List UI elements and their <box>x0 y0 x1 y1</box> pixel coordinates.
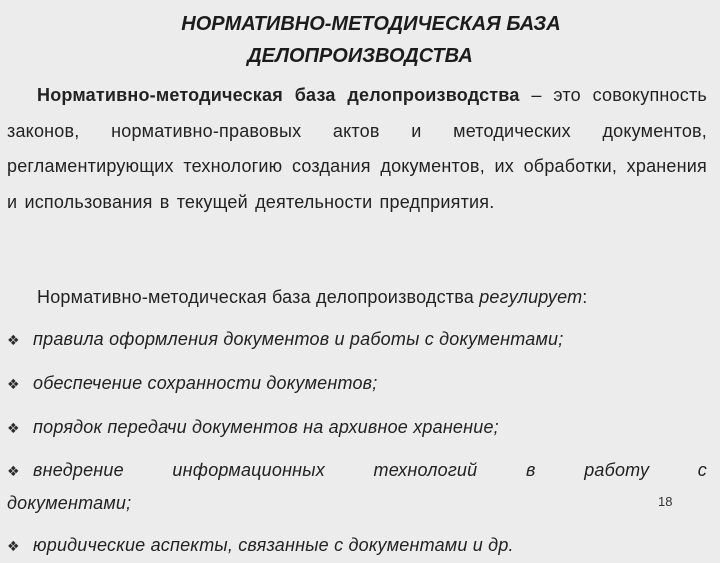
diamond-bullet-icon: ❖ <box>7 420 20 436</box>
title-line-1: НОРМАТИВНО-МЕТОДИЧЕСКАЯ БАЗА <box>181 13 561 35</box>
title-line-2: ДЕЛОПРОИЗВОДСТВА <box>247 45 473 67</box>
list-item-text: правила оформления документов и работы с документами; <box>33 329 564 349</box>
list-item-text: внедрение информационных технологий в работу с документами; <box>7 460 707 513</box>
diamond-bullet-icon: ❖ <box>7 376 20 392</box>
list-item-text: обеспечение сохранности документов; <box>33 373 378 393</box>
list-item-text: порядок передачи документов на архивное хранение; <box>33 417 499 437</box>
page-number: 18 <box>658 494 673 509</box>
regulates-prefix: Нормативно-методическая база делопроизводства <box>37 287 480 307</box>
regulates-suffix: : <box>582 287 588 307</box>
list-item <box>7 366 707 401</box>
definition-term: Нормативно-методическая база делопроизводства <box>37 85 520 105</box>
regulates-line <box>37 282 588 312</box>
list-item <box>7 322 707 357</box>
definition-text: – это совокупность законов, нормативно-правовых актов и методических документов, регламентирующих технологию создания документов, их обработки, хранения и использования в текущей деятельности предприятия. <box>7 85 707 212</box>
slide-title <box>0 8 720 72</box>
list-item <box>7 528 514 563</box>
list-item <box>7 410 707 445</box>
definition-paragraph <box>7 78 707 220</box>
regulated-items-list <box>7 322 707 555</box>
regulates-verb: регулирует <box>479 287 583 307</box>
list-item-text: юридические аспекты, связанные с документами и др. <box>33 535 514 555</box>
list-item <box>7 454 707 519</box>
diamond-bullet-icon: ❖ <box>7 538 20 554</box>
diamond-bullet-icon: ❖ <box>7 463 20 479</box>
diamond-bullet-icon: ❖ <box>7 332 20 348</box>
